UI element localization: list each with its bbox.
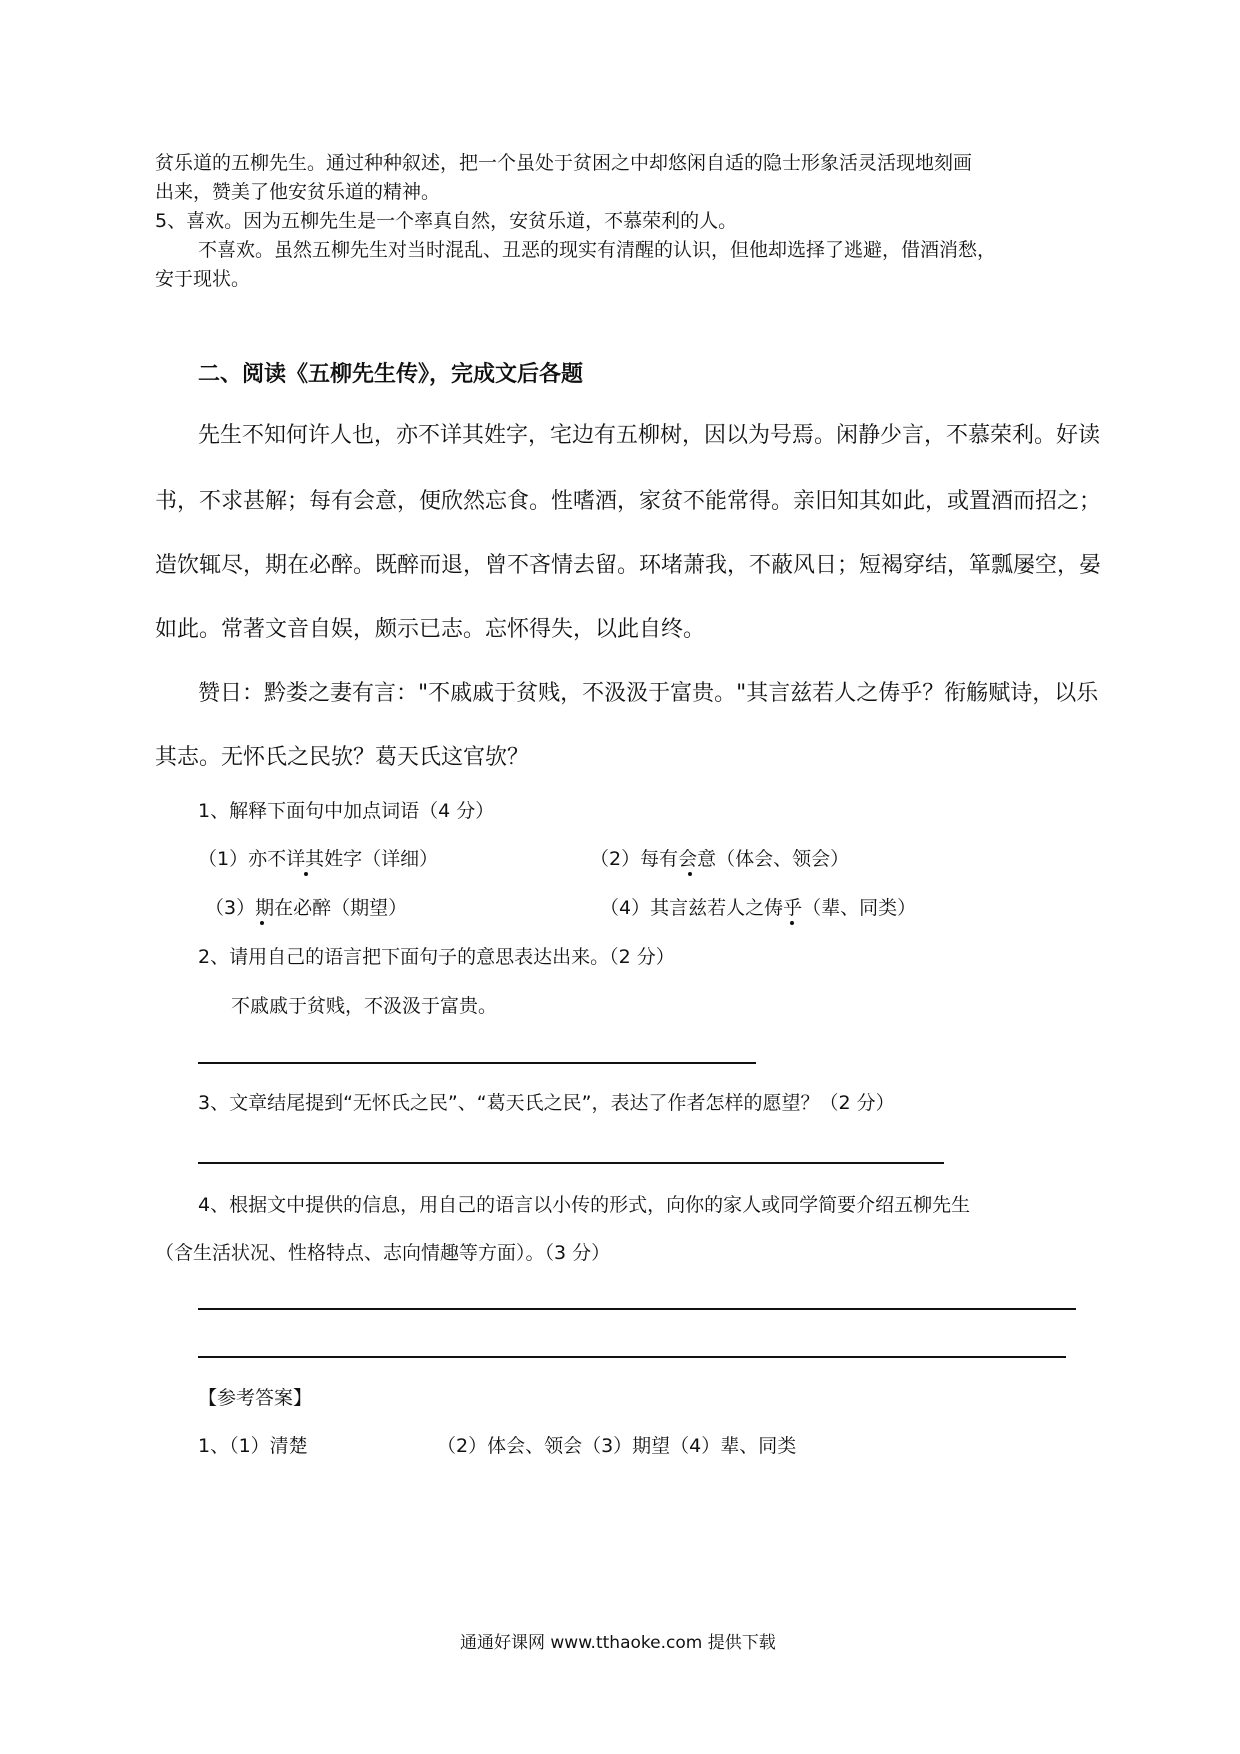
reference-answer: 1、（1）清楚 (198, 1435, 308, 1457)
answer-line-q3[interactable] (198, 1162, 944, 1164)
question-3: 3、文章结尾提到“无怀氏之民”、“葛天氏之民”，表达了作者怎样的愿望？（2 分） (198, 1092, 895, 1114)
question-1: 1、解释下面句中加点词语（4 分） (198, 800, 495, 822)
question-1-item-3: （3）期在必醉（期望） (205, 897, 408, 919)
question-4: （含生活状况、性格特点、志向情趣等方面）。（3 分） (155, 1242, 611, 1264)
passage-line: 赞日：黔娄之妻有言："不戚戚于贫贱，不汲汲于富贵。"其言兹若人之俦乎？衔觞赋诗，以乐 (198, 681, 1099, 706)
answer-line-q2[interactable] (198, 1062, 756, 1064)
question-2: 2、请用自己的语言把下面句子的意思表达出来。（2 分） (198, 946, 675, 968)
question-1-item-2: （2）每有会意（体会、领会） (590, 848, 850, 870)
answer-line: 安于现状。 (155, 268, 251, 290)
question-2-sentence: 不戚戚于贫贱，不汲汲于富贵。 (231, 995, 498, 1017)
answer-line: 5、喜欢。因为五柳先生是一个率真自然，安贫乐道，不慕荣利的人。 (155, 210, 738, 232)
emphasis-dot (688, 872, 692, 876)
footer: 通通好课网 www.tthaoke.com 提供下载 (460, 1633, 776, 1653)
reference-title: 【参考答案】 (198, 1387, 313, 1409)
answer-line: 贫乐道的五柳先生。通过种种叙述，把一个虽处于贫困之中却悠闲自适的隐士形象活灵活现地刻画 (155, 152, 973, 174)
passage-line: 其志。无怀氏之民欤？葛天氏这官欤？ (155, 745, 530, 770)
passage-line: 造饮辄尽，期在必醉。既醉而退，曾不吝情去留。环堵萧我，不蔽风日；短褐穿结，箪瓢屡空，晏 (155, 553, 1102, 578)
question-1-item-4: （4）其言兹若人之俦乎（辈、同类） (600, 897, 917, 919)
emphasis-dot (790, 921, 794, 925)
passage-line: 书，不求甚解；每有会意，便欣然忘食。性嗜酒，家贫不能常得。亲旧知其如此，或置酒而招之； (155, 489, 1102, 514)
section-title: 二、阅读《五柳先生传》，完成文后各题 (198, 362, 584, 387)
question-4: 4、根据文中提供的信息，用自己的语言以小传的形式，向你的家人或同学简要介绍五柳先生 (198, 1194, 971, 1216)
question-1-item-1: （1）亦不详其姓字（详细） (198, 848, 439, 870)
emphasis-dot (260, 921, 264, 925)
answer-line: 出来，赞美了他安贫乐道的精神。 (155, 181, 441, 203)
answer-line: 不喜欢。虽然五柳先生对当时混乱、丑恶的现实有清醒的认识，但他却选择了逃避，借酒消愁， (198, 239, 997, 261)
reference-answer: （2）体会、领会（3）期望（4）辈、同类 (437, 1435, 797, 1457)
passage-line: 先生不知何许人也，亦不详其姓字，宅边有五柳树，因以为号焉。闲静少言，不慕荣利。好读 (198, 423, 1101, 448)
answer-line-q4[interactable] (198, 1356, 1066, 1358)
answer-line-q4[interactable] (198, 1308, 1076, 1310)
passage-line: 如此。常著文音自娱，颇示已志。忘怀得失，以此自终。 (155, 617, 706, 642)
emphasis-dot (304, 872, 308, 876)
